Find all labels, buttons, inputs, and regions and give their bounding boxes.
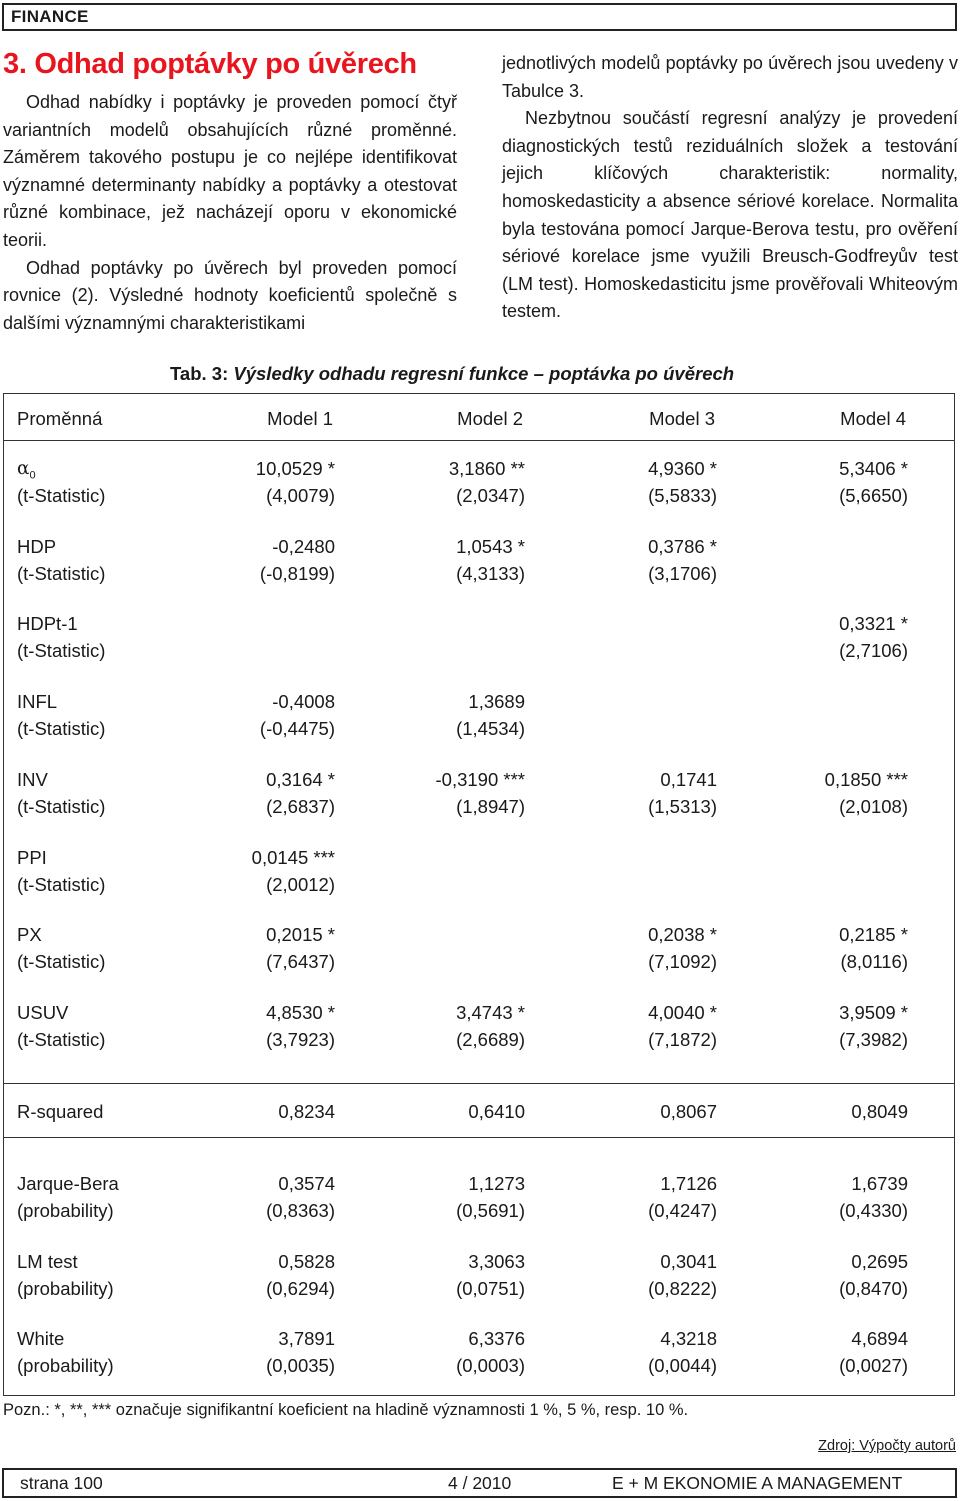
test-statistic-value: 4,3218: [660, 1328, 717, 1349]
header-model-3: Model 3: [649, 408, 715, 429]
variable-stat-label: (t-Statistic): [17, 951, 106, 972]
test-probability-value: (0,0044): [648, 1355, 717, 1376]
page-footer: [2, 1468, 957, 1498]
test-statistic-value: 0,3574: [278, 1173, 335, 1194]
variable-stat-label: (t-Statistic): [17, 718, 106, 739]
t-statistic-value: (8,0116): [840, 951, 908, 972]
test-probability-value: (0,0035): [266, 1355, 335, 1376]
coefficient-value: 4,8530 *: [266, 1002, 335, 1023]
test-statistic-value: 1,7126: [660, 1173, 717, 1194]
alpha-subscript: 0: [29, 469, 36, 482]
header-model-4: Model 4: [840, 408, 906, 429]
test-statistic-value: 3,7891: [278, 1328, 335, 1349]
footer-journal: E + M EKONOMIE A MANAGEMENT: [612, 1473, 903, 1493]
t-statistic-value: (4,0079): [266, 485, 335, 506]
test-prob-label: (probability): [17, 1278, 114, 1299]
header-variable: Proměnná: [17, 408, 103, 429]
table-rule: [3, 1083, 955, 1084]
section-title: 3. Odhad poptávky po úvěrech: [3, 48, 417, 80]
test-statistic-value: 6,3376: [468, 1328, 525, 1349]
coefficient-value: 3,1860 **: [448, 458, 525, 479]
coefficient-value: -0,2480: [272, 536, 335, 557]
r-squared-value: 0,8049: [851, 1101, 908, 1122]
test-probability-value: (0,0003): [456, 1355, 525, 1376]
test-probability-value: (0,4247): [648, 1200, 717, 1221]
t-statistic-value: (7,1092): [648, 951, 717, 972]
variable-name: HDPt-1: [17, 613, 78, 634]
variable-name: USUV: [17, 1002, 69, 1023]
t-statistic-value: (2,6837): [266, 796, 335, 817]
test-probability-value: (0,8222): [648, 1278, 717, 1299]
variable-stat-label: (t-Statistic): [17, 563, 106, 584]
coefficient-value: 0,3321 *: [839, 613, 908, 634]
coefficient-value: -0,3190 ***: [435, 769, 525, 790]
test-prob-label: (probability): [17, 1355, 114, 1376]
r-squared-value: 0,8067: [660, 1101, 717, 1122]
t-statistic-value: (1,8947): [456, 796, 525, 817]
t-statistic-value: (7,3982): [839, 1029, 908, 1050]
r-squared-value: 0,6410: [468, 1101, 525, 1122]
t-statistic-value: (2,0012): [266, 874, 335, 895]
test-name: White: [17, 1328, 65, 1349]
table-rule: [3, 1395, 955, 1396]
t-statistic-value: (2,7106): [839, 640, 908, 661]
test-prob-label: (probability): [17, 1200, 114, 1221]
coefficient-value: 0,0145 ***: [251, 847, 335, 868]
alpha-zero-label: [17, 458, 36, 487]
coefficient-value: 3,4743 *: [456, 1002, 525, 1023]
test-probability-value: (0,4330): [839, 1200, 908, 1221]
t-statistic-value: (2,0108): [839, 796, 908, 817]
coefficient-value: 0,2185 *: [839, 924, 908, 945]
left-column: [3, 89, 457, 337]
test-probability-value: (0,6294): [266, 1278, 335, 1299]
coefficient-value: 1,3689: [468, 691, 525, 712]
table-rule: [3, 440, 955, 441]
coefficient-value: 3,9509 *: [839, 1002, 908, 1023]
t-statistic-value: (4,3133): [456, 563, 525, 584]
test-probability-value: (0,0027): [839, 1355, 908, 1376]
section-tag: FINANCE: [2, 3, 957, 31]
coefficient-value: -0,4008: [272, 691, 335, 712]
table-rule: [3, 1137, 955, 1138]
coefficient-value: 0,2015 *: [266, 924, 335, 945]
test-statistic-value: 1,6739: [851, 1173, 908, 1194]
t-statistic-value: (3,7923): [266, 1029, 335, 1050]
header-model-1: Model 1: [267, 408, 333, 429]
test-statistic-value: 0,3041: [660, 1251, 717, 1272]
footer-page: strana 100: [20, 1473, 103, 1493]
test-statistic-value: 1,1273: [468, 1173, 525, 1194]
test-statistic-value: 0,2695: [851, 1251, 908, 1272]
t-statistic-value: (3,1706): [648, 563, 717, 584]
t-statistic-value: (1,5313): [648, 796, 717, 817]
footer-issue: 4 / 2010: [448, 1473, 512, 1493]
paragraph: Odhad nabídky i poptávky je proveden pomocí čtyř variantních modelů obsahujících různé proměnné. Záměrem takového postupu je co nejlépe identifikovat významné determinanty nabídky a poptávky a otestovat různé kombinace, jež nacházejí oporu v ekonomické teorii.: [3, 92, 457, 250]
variable-stat-label: (t-Statistic): [17, 874, 106, 895]
t-statistic-value: (5,6650): [839, 485, 908, 506]
test-name: Jarque-Bera: [17, 1173, 119, 1194]
table-caption-text: Výsledky odhadu regresní funkce – poptávka po úvěrech: [233, 363, 735, 384]
t-statistic-value: (2,6689): [456, 1029, 525, 1050]
test-probability-value: (0,8470): [839, 1278, 908, 1299]
table-note: Pozn.: *, **, *** označuje signifikantní koeficient na hladině významnosti 1 %, 5 %, resp. 10 %.: [3, 1401, 689, 1419]
test-probability-value: (0,8363): [266, 1200, 335, 1221]
coefficient-value: 4,0040 *: [648, 1002, 717, 1023]
source-note: Zdroj: Výpočty autorů: [818, 1438, 956, 1454]
test-statistic-value: 0,5828: [278, 1251, 335, 1272]
coefficient-value: 4,9360 *: [648, 458, 717, 479]
t-statistic-value: (5,5833): [648, 485, 717, 506]
coefficient-value: 5,3406 *: [839, 458, 908, 479]
paragraph: Nezbytnou součástí regresní analýzy je provedení diagnostických testů reziduálních složek a testování jejich klíčových charakteristik: normality, homoskedasticity a absence sériové korelace. Normalita byla testována pomocí Jarque-Berova testu, pro ověření sériové korelace jsme využili Breusch-Godfreyův test (LM test). Homoskedasticitu jsme prověřovali Whiteovým testem.: [502, 108, 958, 322]
variable-stat-label: (t-Statistic): [17, 1029, 106, 1050]
t-statistic-value: (1,4534): [456, 718, 525, 739]
coefficient-value: 0,3786 *: [648, 536, 717, 557]
coefficient-value: 0,3164 *: [266, 769, 335, 790]
t-statistic-value: (-0,4475): [259, 718, 335, 739]
test-name: LM test: [17, 1251, 78, 1272]
paragraph: Odhad poptávky po úvěrech byl proveden pomocí rovnice (2). Výsledné hodnoty koeficientů společně s dalšími významnými charakteristikami: [3, 257, 457, 333]
coefficient-value: 10,0529 *: [255, 458, 335, 479]
variable-name: HDP: [17, 536, 57, 557]
header-model-2: Model 2: [457, 408, 523, 429]
coefficient-value: 1,0543 *: [456, 536, 525, 557]
t-statistic-value: (-0,8199): [259, 563, 335, 584]
coefficient-value: 0,1741: [660, 769, 717, 790]
variable-name: PX: [17, 924, 42, 945]
table-caption: [170, 363, 734, 385]
paragraph: jednotlivých modelů poptávky po úvěrech jsou uvedeny v Tabulce 3.: [502, 53, 958, 101]
t-statistic-value: (2,0347): [456, 485, 525, 506]
t-statistic-value: (7,6437): [266, 951, 335, 972]
r-squared-value: 0,8234: [278, 1101, 335, 1122]
right-column: [502, 50, 958, 326]
coefficient-value: 0,2038 *: [648, 924, 717, 945]
r-squared-label: R-squared: [17, 1101, 104, 1122]
variable-name: INV: [17, 769, 48, 790]
test-statistic-value: 4,6894: [851, 1328, 908, 1349]
variable-stat-label: (t-Statistic): [17, 640, 106, 661]
coefficient-value: 0,1850 ***: [824, 769, 908, 790]
alpha-symbol: α: [17, 458, 30, 479]
variable-name: INFL: [17, 691, 58, 712]
test-probability-value: (0,0751): [456, 1278, 525, 1299]
test-probability-value: (0,5691): [456, 1200, 525, 1221]
variable-stat-label: (t-Statistic): [17, 485, 106, 506]
table-caption-label: Tab. 3:: [170, 363, 229, 384]
variable-stat-label: (t-Statistic): [17, 796, 106, 817]
variable-name: PPI: [17, 847, 47, 868]
test-statistic-value: 3,3063: [468, 1251, 525, 1272]
t-statistic-value: (7,1872): [648, 1029, 717, 1050]
